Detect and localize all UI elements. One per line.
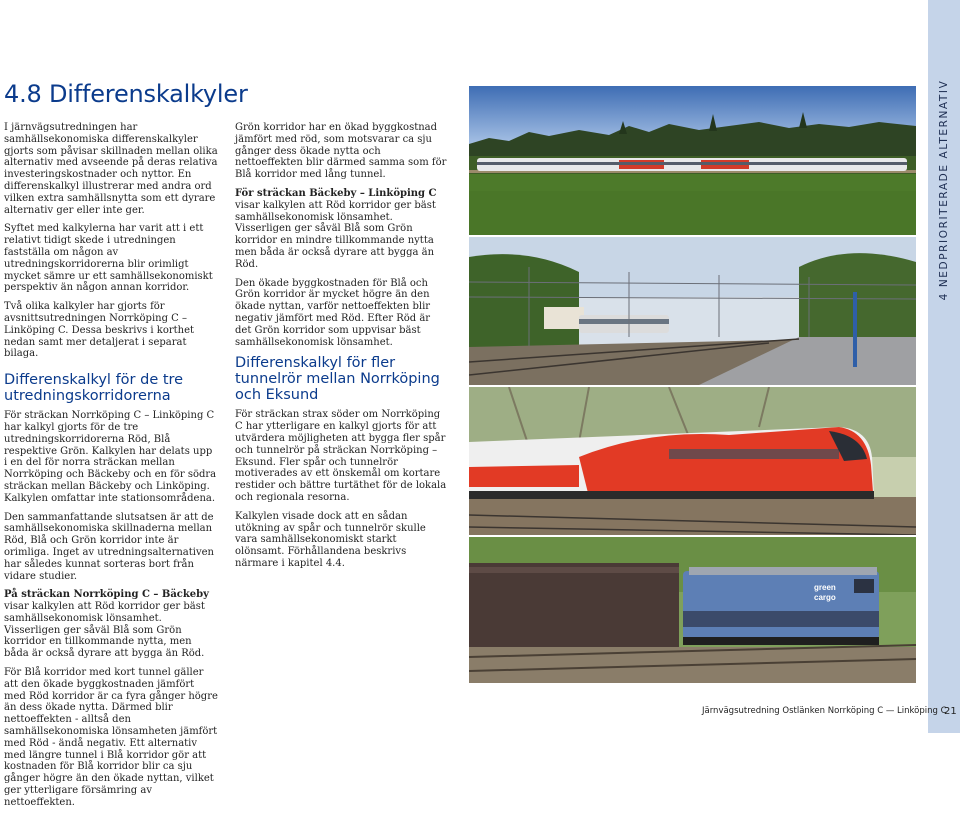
paragraph: Syftet med kalkylerna har varit att i ett relativt tidigt skede i utredningen fastställa om någon av utredningskorridorerna blir orimligt mycket sämre ur ett samhällsekonomiskt perspektiv än någon annan korridor.	[4, 223, 213, 294]
chapter-label: 4 NEDPRIORITERADE ALTERNATIV	[938, 79, 950, 301]
paragraph: Den ökade byggkostnaden för Blå och Grön korridor är mycket högre än den ökade nyttan, varför nettoeffekten blir negativ jämfört med Röd. Efter Röd är det Grön korridor som uppvisar bäst samhällsekonomisk lönsamhet.	[235, 277, 431, 348]
paragraph: För Blå korridor med kort tunnel gäller att den ökade byggkostnaden jämfört med Röd korridor är ca fyra gånger högre än dess ökade nytta. Därmed blir nettoeffekten - alltså den samhällsekonomiska lönsamheten jämfört med Röd - ändå negativ. Ett alternativ med längre tunnel i Blå korridor gör att kostnaden för Blå korridor blir ca sju gånger högre än den ökade nyttan, vilket ger ytterligare försämring av nettoeffekten.	[4, 667, 218, 808]
paragraph	[4, 589, 218, 660]
paragraph: I järnvägsutredningen har samhällsekonomiska differenskalkyler gjorts som påvisar skillnaden mellan olika alternativ med avseende på deras relativa investeringskostnader och nyttor. En differenskalkyl illustrerar med andra ord vilken extra samhällsnytta som ett dyrare alternativ ger eller inte ger.	[4, 122, 218, 216]
text-column-left	[4, 122, 218, 816]
footer-report-title: Järnvägsutredning Ostlänken Norrköping C — Linköping C	[702, 706, 947, 716]
paragraph-text: visar kalkylen att Röd korridor ger bäst samhällsekonomisk lönsamhet. Visserligen ger såväl Blå som Grön korridor en tillkommande nytta, men båda är också dyrare att bygga än Röd.	[4, 601, 205, 660]
photo-freight-locomotive	[469, 537, 916, 683]
paragraph: Den sammanfattande slutsatsen är att de samhällsekonomiska skillnaderna mellan Röd, Blå och Grön korridor inte är orimliga. Inget av utredningsalternativen har således kunnat sorteras bort från vidare studier.	[4, 511, 214, 582]
photo-red-regional-train	[469, 387, 916, 535]
paragraph: Kalkylen visade dock att en sådan utökning av spår och tunnelrör skulle vara samhällsekonomiskt starkt olönsamt. Förhållandena beskrivs närmare i kapitel 4.4.	[235, 510, 426, 569]
subheading-tunnels: Differenskalkyl för fler tunnelrör mellan Norrköping och Eksund	[235, 355, 440, 404]
paragraph: Grön korridor har en ökad byggkostnad jämfört med röd, som motsvarar ca sju gånger dess ökade nytta och nettoeffekten blir därmed samma som för Blå korridor med lång tunnel.	[235, 122, 447, 181]
photo-stack	[469, 86, 916, 683]
cargo-brand-text: green	[814, 583, 836, 592]
subheading-corridors: Differenskalkyl för de tre utredningskorridorerna	[4, 372, 184, 405]
bold-lead: På sträckan Norrköping C – Bäckeby	[4, 589, 209, 601]
page-number: 21	[944, 706, 957, 717]
photo-station-platform	[469, 237, 916, 385]
photo-train-in-field	[469, 86, 916, 235]
paragraph	[235, 188, 449, 271]
cargo-brand-text: cargo	[814, 593, 836, 602]
text-column-middle	[235, 122, 449, 577]
paragraph: För sträckan Norrköping C – Linköping C har kalkyl gjorts för de tre utredningskorridorerna Röd, Blå respektive Grön. Kalkylen har delats upp i en del för norra sträckan mellan Norrköping och Bäckeby och en för södra sträckan mellan Bäckeby och Linköping. Kalkylen omfattar inte stationsområdena.	[4, 410, 217, 504]
bold-lead: För sträckan Bäckeby – Linköping C	[235, 187, 437, 199]
paragraph: Två olika kalkyler har gjorts för avsnittsutredningen Norrköping C – Linköping C. Dessa beskrivs i korthet nedan samt mer detaljerat i separat bilaga.	[4, 301, 195, 360]
paragraph: För sträckan strax söder om Norrköping C har ytterligare en kalkyl gjorts för att utvärdera möjligheten att bygga fler spår och tunnelrör på sträckan Norrköping – Eksund. Fler spår och tunnelrör motiverades av ett önskemål om kortare restider och bättre turtäthet för de lokala och regionala resorna.	[235, 409, 447, 503]
paragraph-text: visar kalkylen att Röd korridor ger bäst samhällsekonomisk lönsamhet. Visserligen ger såväl Blå som Grön korridor en mindre tillkommande nytta men båda är också dyrare att bygga än Röd.	[235, 199, 436, 270]
section-heading: 4.8 Differenskalkyler	[4, 80, 248, 108]
